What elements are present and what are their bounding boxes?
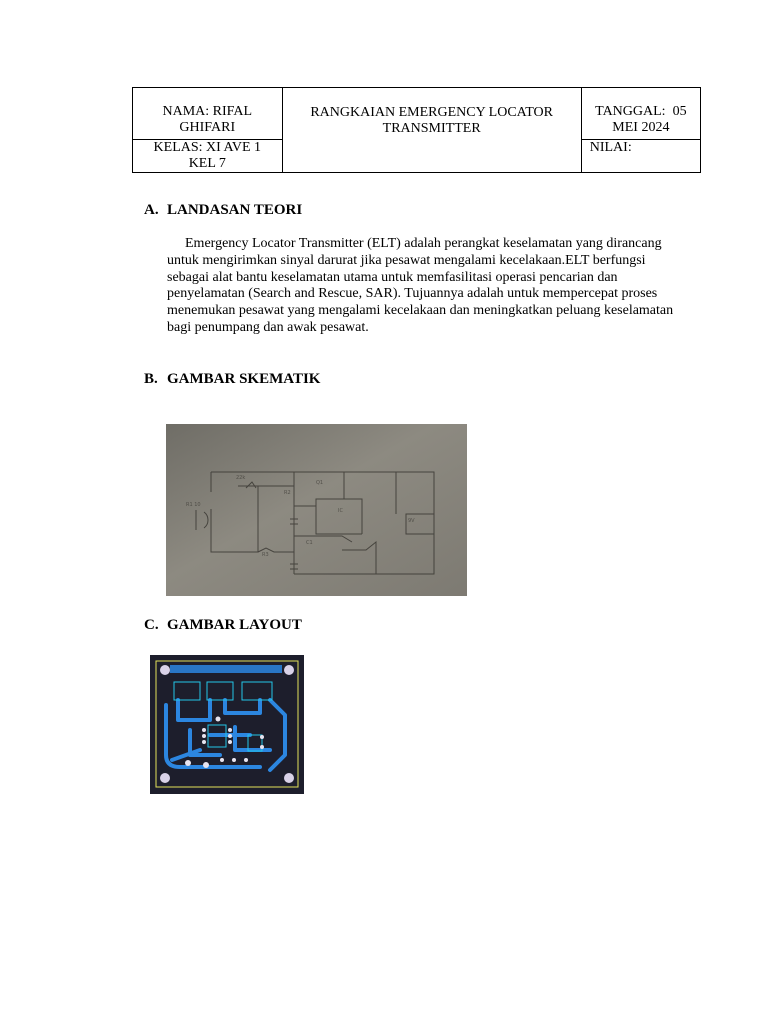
section-title: LANDASAN TEORI — [167, 202, 303, 218]
svg-text:IC: IC — [338, 508, 343, 514]
title-line-2: TRANSMITTER — [382, 121, 481, 136]
date-line-1: TANGGAL: 05 — [595, 104, 687, 119]
svg-text:9V: 9V — [408, 518, 415, 524]
score-label: NILAI: — [589, 140, 632, 155]
title-line-1: RANGKAIAN EMERGENCY LOCATOR — [310, 105, 553, 120]
section-number: A. — [144, 202, 159, 218]
name-line-2: GHIFARI — [179, 120, 236, 135]
class-cell — [133, 140, 283, 173]
score-cell — [581, 140, 700, 173]
svg-text:R1 10: R1 10 — [186, 502, 201, 508]
section-title: GAMBAR SKEMATIK — [167, 371, 321, 387]
section-title: GAMBAR LAYOUT — [167, 617, 302, 633]
section-heading-a — [144, 201, 302, 219]
section-number: B. — [144, 371, 158, 387]
class-line-2: KEL 7 — [188, 156, 226, 171]
class-line-1: KELAS: XI AVE 1 — [153, 140, 262, 155]
svg-text:Q1: Q1 — [316, 480, 324, 486]
section-number: C. — [144, 617, 159, 633]
section-heading-b — [144, 370, 320, 388]
date-cell — [581, 88, 700, 140]
svg-text:R3: R3 — [262, 552, 269, 558]
title-cell — [282, 88, 581, 173]
date-line-2: MEI 2024 — [612, 120, 670, 135]
svg-text:R2: R2 — [284, 490, 291, 496]
header-table — [132, 87, 701, 173]
section-heading-c — [144, 616, 302, 634]
svg-text:C1: C1 — [306, 540, 313, 546]
layout-image — [150, 655, 304, 794]
pcb-layout-drawing — [150, 655, 304, 794]
svg-text:22k: 22k — [236, 475, 246, 481]
name-cell — [133, 88, 283, 140]
schematic-image — [166, 424, 467, 596]
theory-paragraph: Emergency Locator Transmitter (ELT) adalah perangkat keselamatan yang dirancang untuk mengirimkan sinyal darurat jika pesawat mengalami kecelakaan.ELT berfungsi sebagai alat bantu keselamatan utama untuk memfasilitasi operasi pencarian dan penyelamatan (Search and Rescue, SAR). Tujuannya adalah untuk mempercepat proses menemukan pesawat yang mengalami kecelakaan dan meningkatkan peluang keselamatan bagi penumpang dan awak pesawat. — [167, 236, 674, 335]
name-line-1: NAMA: RIFAL — [162, 104, 253, 119]
schematic-drawing — [166, 424, 467, 596]
